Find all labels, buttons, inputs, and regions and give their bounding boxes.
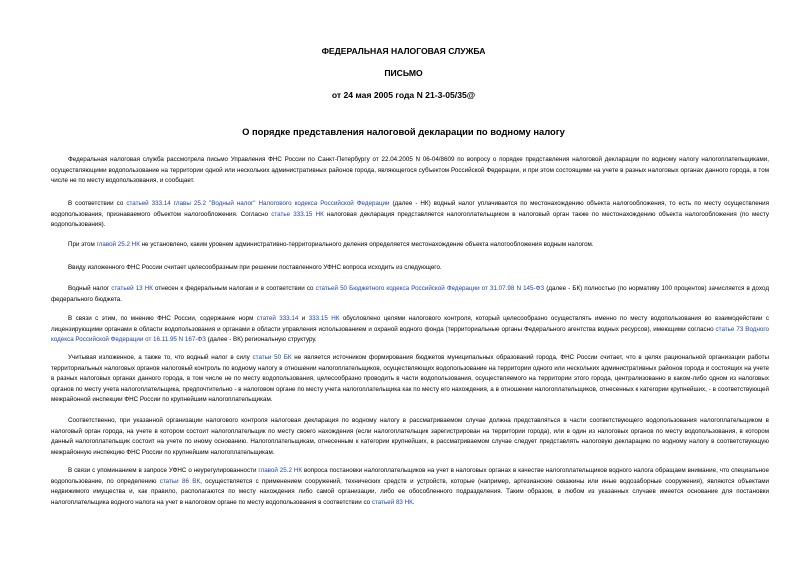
paragraph-text: Водный налог [68, 285, 112, 292]
page-title: О порядке представления налоговой декларации по водному налогу [242, 126, 565, 137]
paragraph [51, 353, 769, 406]
paragraph-text: В соответствии со [68, 200, 127, 207]
paragraph-text: (далее - ВК) региональную структуру. [205, 336, 317, 344]
law-reference-link[interactable]: главой 25.2 НК [258, 467, 303, 474]
paragraph [51, 466, 769, 508]
paragraph [51, 263, 769, 274]
paragraph-text: Соответственно, при указанной организации налогового контроля налоговая декларация по водному налогу в рассматриваемом случае должна представляться в части соответствующего водопользования налогоплательщиком в налоговый орган города, на учете в котором состоит налогоплательщик по месту своего нахождения (если налогоплательщик зарегистрирован на территории города), или в один из налоговых органов по месту водопользования, в котором данный налогоплательщик состоит на учете по иному основанию. Налогоплательщикам, отнесенным к категории крупнейших, в рассматриваемом случае следует представлять налоговую декларацию по водному налогу в соответствующую межрайонную инспекцию ФНС России по крупнейшим налогоплательщикам. [51, 417, 769, 456]
paragraph-text: отнесен к федеральным налогам и в соответствии со [152, 285, 316, 292]
paragraph [51, 155, 769, 187]
paragraph-text: не установлено, каким уровнем административно-территориального деления определяется местонахождение объекта налогообложения водным налогом. [139, 241, 594, 248]
law-reference-link[interactable]: статьей 83 НК [371, 498, 413, 506]
law-reference-link[interactable]: статьи 50 БК [252, 354, 292, 361]
law-reference-link[interactable]: главой 25.2 НК [96, 241, 140, 248]
paragraph-text: , осуществляется с применением сооружений, технических средств и устройств, которые (например, артезианские скважины или иные водозаборные сооружения), являются объектами недвижимого имущества и, как правило, располагаются по месту нахождения либо самой организации, либо ее обособленного подразделения. Таким образом, в любом из указанных случаев имеется основание для постановки налогоплательщика водного налога на учет в налоговом органе по месту водопользования в соответствии со [51, 477, 770, 506]
paragraph-text: (далее - НК) водный налог уплачивается по местонахождению объекта налогообложения, то есть по месту осуществления водопользования, признаваемого объектом налогообложения. Согласно [51, 200, 769, 218]
law-reference-link[interactable]: статьей 333.14 главы 25.2 "Водный налог" Налогового кодекса Российской Федерации [126, 200, 390, 207]
law-reference-link[interactable]: 333.15 НК [308, 315, 340, 322]
paragraph [51, 314, 769, 346]
paragraph [51, 416, 769, 458]
doc-type: ПИСЬМО [384, 68, 423, 78]
paragraph-text: . [412, 498, 415, 506]
paragraph-text: вопроса постановки налогоплательщиков на учет в налоговых органах в качестве налогоплательщиков водного налога обращаем внимание, что специальное водопользование, по определению [51, 467, 769, 485]
paragraph [51, 199, 769, 231]
law-reference-link[interactable]: статье 73 Водного кодекса Российской Федерации от 16.11.95 N 167-ФЗ [51, 325, 769, 344]
paragraph [51, 284, 769, 305]
law-reference-link[interactable]: статьей 50 Бюджетного кодекса Российской Федерации от 31.07.98 N 145-ФЗ [315, 285, 545, 292]
paragraph-text: Ввиду изложенного ФНС России считает целесообразным при решении поставленного УФНС вопроса исходить из следующего. [68, 264, 442, 271]
paragraph-text: налоговая декларация представляется налогоплательщиком в налоговый орган также по местонахождению объекта налогообложения (по месту водопользования). [51, 210, 769, 229]
paragraph [51, 240, 769, 251]
paragraph-text: При этом [68, 241, 97, 248]
law-reference-link[interactable]: статьи 86 ВК [159, 477, 201, 485]
paragraph-text: обусловлено целями налогового контроля, который целесообразно осуществлять именно по месту водопользования во взаимодействии с лицензирующими органами в области водопользования и органами в области управления использованием и охраной водного фонда (территориальные органы Федерального агентства водных ресурсов), имеющими согласно [51, 315, 770, 333]
paragraph-text: и [298, 315, 309, 322]
law-reference-link[interactable]: статей 333.14 [256, 315, 299, 322]
paragraph-text: Федеральная налоговая служба рассмотрела письмо Управления ФНС России по Санкт-Петербургу от 22.04.2005 N 06-04/8609 по вопросу о порядке представления налоговой декларации по водному налогу налогоплательщиками, осуществляющими водопользование на территории одной или нескольких административных районов города, являющегося субъектом Российской Федерации, и при этом состоящими на учете в разных налоговых органах данного города, в том числе не по месту водопользования, и сообщает. [51, 156, 769, 185]
paragraph-text: не является источником формирования бюджетов муниципальных образований города, ФНС России считает, что в целях рациональной организации работы территориальных налоговых органов налоговый контроль по водному налогу в отношении налогоплательщиков, осуществляющих водопользование на территории одного или нескольких административных районов города и состоящих на учете в разных налоговых органах данного города, в том числе не по месту водопользования, целесообразно проводить в части водопользования, осуществляемого на территории этого города, централизованно в каком-либо одном из налоговых органов по месту учета налогоплательщика, предпочтительно - в налоговом органе по месту учета налогоплательщика как по месту его нахождения, а в отношении налогоплательщиков, отнесенных к категории крупнейших, - в соответствующей межрайонной инспекции ФНС России по крупнейшим налогоплательщикам. [51, 354, 769, 404]
paragraph-text: (далее - БК) полностью (по нормативу 100 процентов) зачисляется в доход федерального бюджета. [51, 285, 769, 303]
paragraph-text: В связи с упоминанием в запросе УФНС о неурегулированности [68, 467, 259, 474]
law-reference-link[interactable]: статье 333.15 НК [271, 210, 324, 218]
agency-name: ФЕДЕРАЛЬНАЯ НАЛОГОВАЯ СЛУЖБА [321, 46, 486, 56]
law-reference-link[interactable]: статьей 13 НК [111, 285, 153, 292]
paragraph-text: В связи с этим, по мнению ФНС России, содержание норм [68, 315, 257, 322]
paragraph-text: Учитывая изложенное, а также то, что водный налог в силу [68, 354, 253, 361]
doc-date-number: от 24 мая 2005 года N 21-3-05/35@ [331, 90, 476, 100]
